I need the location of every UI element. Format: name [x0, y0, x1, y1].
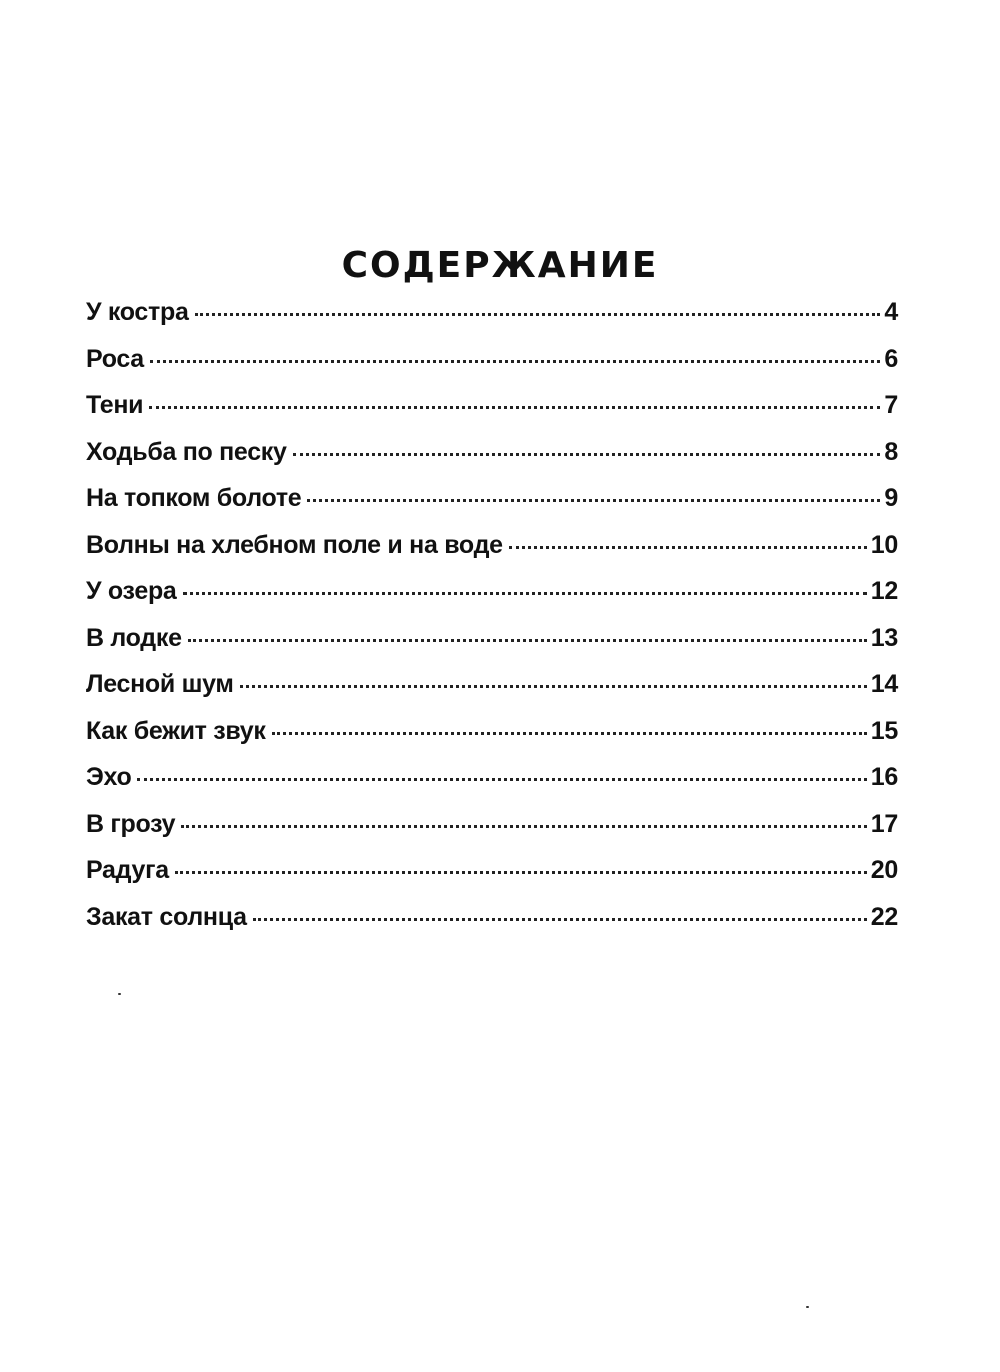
toc-entry-title: В лодке: [86, 623, 182, 652]
toc-entry-title: Волны на хлебном поле и на воде: [86, 530, 503, 559]
toc-entry: [86, 810, 898, 857]
toc-entry-page-number: 15: [870, 716, 898, 745]
toc-entry-title: В грозу: [86, 809, 176, 838]
dot-leader: [293, 453, 880, 456]
toc-entry-title: Ходьба по песку: [86, 437, 287, 466]
toc-entry-page-number: 6: [884, 344, 898, 373]
toc-entry: [86, 391, 898, 438]
toc-entry-page-number: 17: [870, 809, 898, 838]
toc-entry-title: У озера: [86, 577, 177, 605]
dot-leader: [188, 639, 867, 642]
toc-entry: [86, 298, 898, 345]
toc-entry-title: У костра: [86, 298, 189, 326]
dot-leader: [240, 685, 867, 688]
toc-entry-page-number: 7: [884, 391, 898, 419]
toc-entry-page-number: 16: [870, 763, 898, 791]
toc-entry-title: Роса: [86, 344, 144, 373]
toc-entry-page-number: 8: [884, 437, 898, 466]
dot-leader: [137, 778, 866, 781]
dot-leader: [195, 313, 880, 316]
toc-entry-page-number: 20: [870, 856, 898, 884]
toc-entry: [86, 345, 898, 392]
toc-entry-title: На топком болоте: [86, 484, 302, 512]
page-title: СОДЕРЖАНИЕ: [341, 245, 659, 287]
toc-entry: [86, 438, 898, 485]
dot-leader: [149, 406, 880, 409]
toc-entry-page-number: 10: [870, 530, 898, 559]
toc-entry-page-number: 12: [870, 577, 898, 605]
toc-entry: [86, 670, 898, 717]
toc-entry: [86, 856, 898, 903]
toc-entry: [86, 484, 898, 531]
dot-leader: [183, 592, 867, 595]
toc-entry-page-number: 13: [870, 623, 898, 652]
toc-entry-title: Закат солнца: [86, 902, 247, 931]
dot-leader: [175, 871, 867, 874]
print-speck: [118, 993, 121, 995]
toc-entry: [86, 763, 898, 810]
toc-entry-title: Радуга: [86, 856, 169, 884]
toc-entry-page-number: 14: [870, 670, 898, 698]
toc-entry-title: Эхо: [86, 763, 132, 791]
toc-entry-page-number: 4: [884, 298, 898, 326]
toc-entry-title: Лесной шум: [86, 670, 234, 698]
dot-leader: [509, 546, 867, 549]
dot-leader: [253, 918, 867, 921]
dot-leader: [307, 499, 880, 502]
toc-entry: [86, 531, 898, 578]
toc-entry: [86, 624, 898, 671]
toc-entry-title: Как бежит звук: [86, 716, 266, 745]
table-of-contents: [86, 298, 898, 949]
toc-entry-title: Тени: [86, 391, 144, 419]
print-speck: [806, 1306, 809, 1308]
toc-entry-page-number: 9: [884, 484, 898, 512]
toc-entry: [86, 903, 898, 950]
toc-entry-page-number: 22: [870, 902, 898, 931]
dot-leader: [272, 732, 867, 735]
dot-leader: [150, 360, 880, 363]
dot-leader: [181, 825, 867, 828]
toc-entry: [86, 717, 898, 764]
toc-entry: [86, 577, 898, 624]
